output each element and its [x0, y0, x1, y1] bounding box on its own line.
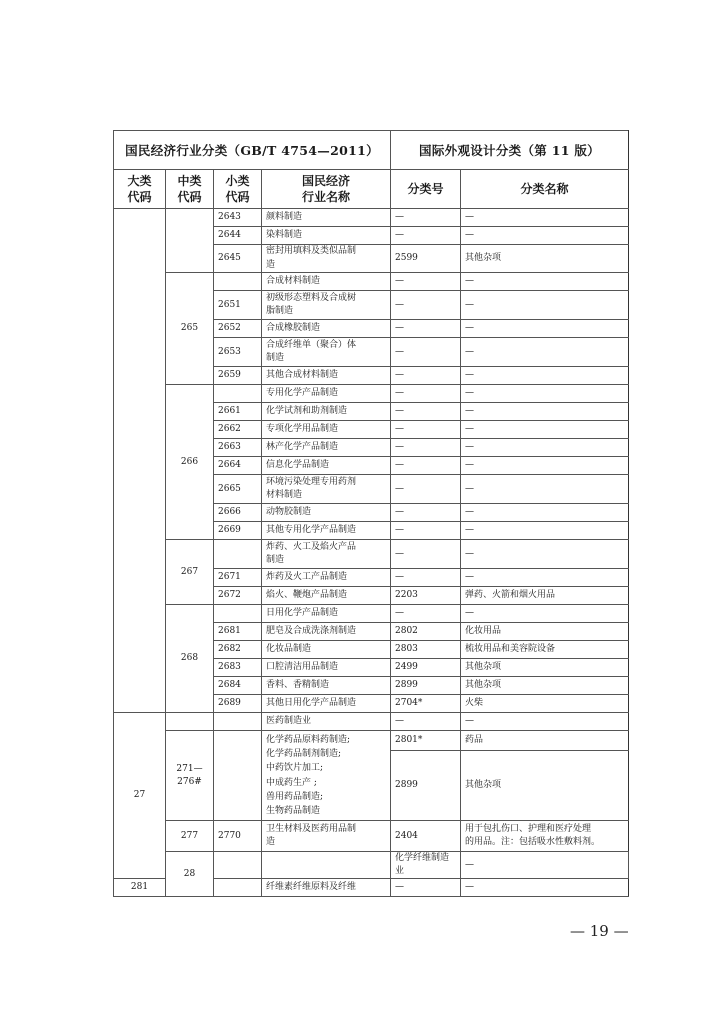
class-number-cell: —: [391, 227, 461, 245]
table-row: [114, 540, 629, 569]
class-name-cell: —: [461, 367, 629, 385]
minor-code-cell: 2645: [214, 245, 262, 273]
class-number-header: 分类号: [391, 170, 461, 209]
class-number-cell: —: [391, 320, 461, 338]
industry-name-cell: 林产化学产品制造: [262, 439, 391, 457]
minor-code-cell: 2671: [214, 569, 262, 587]
class-number-cell: —: [391, 540, 461, 569]
class-name-cell: —: [461, 569, 629, 587]
industry-name-cell: 口腔清洁用品制造: [262, 659, 391, 677]
class-number-cell: —: [391, 421, 461, 439]
class-number-cell: 2803: [391, 641, 461, 659]
industry-name-cell: 化学纤维制造业: [391, 852, 461, 879]
minor-code-cell: 2651: [214, 291, 262, 320]
class-number-cell: —: [391, 713, 461, 731]
left-section-title: 国民经济行业分类（GB/T 4754—2011）: [114, 131, 391, 170]
class-number-cell: 2801*: [391, 731, 461, 751]
minor-code-cell: [214, 273, 262, 291]
class-name-cell: 其他杂项: [461, 751, 629, 821]
industry-name-cell: 肥皂及合成洗涤剂制造: [262, 623, 391, 641]
industry-name-cell: 专项化学用品制造: [262, 421, 391, 439]
industry-name-cell: 专用化学产品制造: [262, 385, 391, 403]
medium-code-cell: [166, 713, 214, 731]
minor-code-cell: 2664: [214, 457, 262, 475]
minor-code-header: 小类 代码: [214, 170, 262, 209]
class-name-cell: —: [461, 540, 629, 569]
class-name-cell: —: [461, 421, 629, 439]
class-number-cell: —: [391, 504, 461, 522]
industry-name-cell: 密封用填料及类似品制 造: [262, 245, 391, 273]
industry-name-cell: 其他日用化学产品制造: [262, 695, 391, 713]
major-code-header: 大类 代码: [114, 170, 166, 209]
minor-code-cell: 2662: [214, 421, 262, 439]
class-number-cell: 2704*: [391, 695, 461, 713]
industry-name-cell: 焰火、鞭炮产品制造: [262, 587, 391, 605]
industry-name-cell: 其他合成材料制造: [262, 367, 391, 385]
class-number-cell: —: [391, 457, 461, 475]
minor-code-cell: [214, 713, 262, 731]
industry-name-cell: 合成材料制造: [262, 273, 391, 291]
class-name-header: 分类名称: [461, 170, 629, 209]
table-row: [114, 821, 629, 852]
medium-code-cell: 277: [166, 821, 214, 852]
class-number-cell: —: [391, 291, 461, 320]
medium-code-cell: [166, 209, 214, 273]
class-name-cell: —: [461, 403, 629, 421]
class-number-cell: —: [391, 605, 461, 623]
minor-code-cell: 2682: [214, 641, 262, 659]
right-section-title: 国际外观设计分类（第 11 版）: [391, 131, 629, 170]
industry-name-cell: 日用化学产品制造: [262, 605, 391, 623]
column-header-row: [114, 170, 629, 209]
industry-name-cell: 炸药及火工产品制造: [262, 569, 391, 587]
industry-name-cell: 卫生材料及医药用品制 造: [262, 821, 391, 852]
class-name-cell: 火柴: [461, 695, 629, 713]
minor-code-cell: [214, 540, 262, 569]
medium-code-cell: [214, 852, 262, 879]
table-row: [114, 273, 629, 291]
class-name-cell: 用于包扎伤口、护理和医疗处理 的用品。注：包括吸水性敷料剂。: [461, 821, 629, 852]
table-row: [114, 209, 629, 227]
class-number-cell: —: [391, 338, 461, 367]
minor-code-cell: 2683: [214, 659, 262, 677]
class-number-cell: —: [461, 852, 629, 879]
class-name-cell: 其他杂项: [461, 245, 629, 273]
industry-name-cell: 环境污染处理专用药剂 材料制造: [262, 475, 391, 504]
industry-name-cell: 纤维素纤维原料及纤维: [262, 879, 391, 897]
medium-code-header: 中类 代码: [166, 170, 214, 209]
class-number-cell: —: [391, 385, 461, 403]
minor-code-cell: 2689: [214, 695, 262, 713]
minor-code-cell: [214, 385, 262, 403]
class-number-cell: —: [391, 522, 461, 540]
industry-name-cell: 染料制造: [262, 227, 391, 245]
minor-code-cell: [262, 852, 391, 879]
class-name-cell: —: [461, 457, 629, 475]
class-number-cell: 2203: [391, 587, 461, 605]
class-name-cell: 其他杂项: [461, 677, 629, 695]
class-name-cell: —: [461, 475, 629, 504]
industry-name-cell: 化妆品制造: [262, 641, 391, 659]
minor-code-cell: 2681: [214, 623, 262, 641]
industry-name-cell: 动物胶制造: [262, 504, 391, 522]
minor-code-cell: 2666: [214, 504, 262, 522]
class-number-cell: —: [391, 273, 461, 291]
class-number-cell: —: [391, 367, 461, 385]
class-name-cell: —: [461, 320, 629, 338]
class-name-cell: —: [461, 504, 629, 522]
minor-code-cell: 2652: [214, 320, 262, 338]
class-name-cell: —: [461, 879, 629, 897]
class-name-cell: 其他杂项: [461, 659, 629, 677]
class-number-cell: 2499: [391, 659, 461, 677]
class-name-cell: —: [461, 273, 629, 291]
minor-code-cell: 2672: [214, 587, 262, 605]
minor-code-cell: [214, 879, 262, 897]
minor-code-cell: 2665: [214, 475, 262, 504]
major-code-cell: [114, 209, 166, 713]
class-number-cell: 2899: [391, 677, 461, 695]
major-code-cell: 28: [166, 852, 214, 897]
minor-code-cell: 2643: [214, 209, 262, 227]
table-row: [114, 713, 629, 731]
class-name-cell: —: [461, 713, 629, 731]
industry-name-cell: 化学药品原料药制造; 化学药品制剂制造; 中药饮片加工; 中成药生产 ; 兽用药品制造; 生物药品制造: [262, 731, 391, 821]
industry-name-cell: 化学试剂和助剂制造: [262, 403, 391, 421]
class-number-cell: —: [391, 403, 461, 421]
industry-name-cell: 信息化学品制造: [262, 457, 391, 475]
minor-code-cell: 2669: [214, 522, 262, 540]
minor-code-cell: 2644: [214, 227, 262, 245]
class-name-cell: 化妆用品: [461, 623, 629, 641]
table-row: [114, 852, 629, 879]
medium-code-cell: 265: [166, 273, 214, 385]
class-name-cell: —: [461, 209, 629, 227]
medium-code-cell: 268: [166, 605, 214, 713]
class-number-cell: 2899: [391, 751, 461, 821]
class-name-cell: —: [461, 227, 629, 245]
class-number-cell: —: [391, 475, 461, 504]
page-number: — 19 —: [570, 922, 629, 940]
minor-code-cell: [214, 605, 262, 623]
class-name-cell: —: [461, 291, 629, 320]
industry-name-cell: 合成纤维单（聚合）体 制造: [262, 338, 391, 367]
class-number-cell: 2599: [391, 245, 461, 273]
class-name-cell: —: [461, 439, 629, 457]
minor-code-cell: 2684: [214, 677, 262, 695]
class-number-cell: —: [391, 569, 461, 587]
industry-name-cell: 合成橡胶制造: [262, 320, 391, 338]
minor-code-cell: 2653: [214, 338, 262, 367]
minor-code-cell: 2661: [214, 403, 262, 421]
minor-code-cell: 2659: [214, 367, 262, 385]
class-number-cell: 2802: [391, 623, 461, 641]
class-name-cell: —: [461, 522, 629, 540]
industry-name-cell: 炸药、火工及焰火产品 制造: [262, 540, 391, 569]
medium-code-cell: 267: [166, 540, 214, 605]
class-name-cell: —: [461, 605, 629, 623]
industry-name-cell: 颜料制造: [262, 209, 391, 227]
table-row: [114, 385, 629, 403]
major-code-cell: 27: [114, 713, 166, 879]
medium-code-cell: 266: [166, 385, 214, 540]
class-name-cell: —: [461, 338, 629, 367]
table-row: [114, 731, 629, 751]
table-title-row: [114, 131, 629, 170]
minor-code-cell: 2663: [214, 439, 262, 457]
class-number-cell: —: [391, 879, 461, 897]
industry-name-cell: 香料、香精制造: [262, 677, 391, 695]
class-name-cell: —: [461, 385, 629, 403]
medium-code-cell: 271— 276#: [166, 731, 214, 821]
industry-classification-table: [113, 130, 629, 897]
class-number-cell: 2404: [391, 821, 461, 852]
class-number-cell: —: [391, 209, 461, 227]
industry-name-cell: 医药制造业: [262, 713, 391, 731]
industry-name-cell: 初级形态塑料及合成树 脂制造: [262, 291, 391, 320]
industry-name-cell: 其他专用化学产品制造: [262, 522, 391, 540]
minor-code-cell: [214, 731, 262, 821]
table-row: [114, 605, 629, 623]
medium-code-cell: 281: [114, 879, 166, 897]
class-name-cell: 梳妆用品和美容院设备: [461, 641, 629, 659]
class-number-cell: —: [391, 439, 461, 457]
class-name-cell: 弹药、火箭和烟火用品: [461, 587, 629, 605]
minor-code-cell: 2770: [214, 821, 262, 852]
industry-name-header: 国民经济 行业名称: [262, 170, 391, 209]
class-name-cell: 药品: [461, 731, 629, 751]
